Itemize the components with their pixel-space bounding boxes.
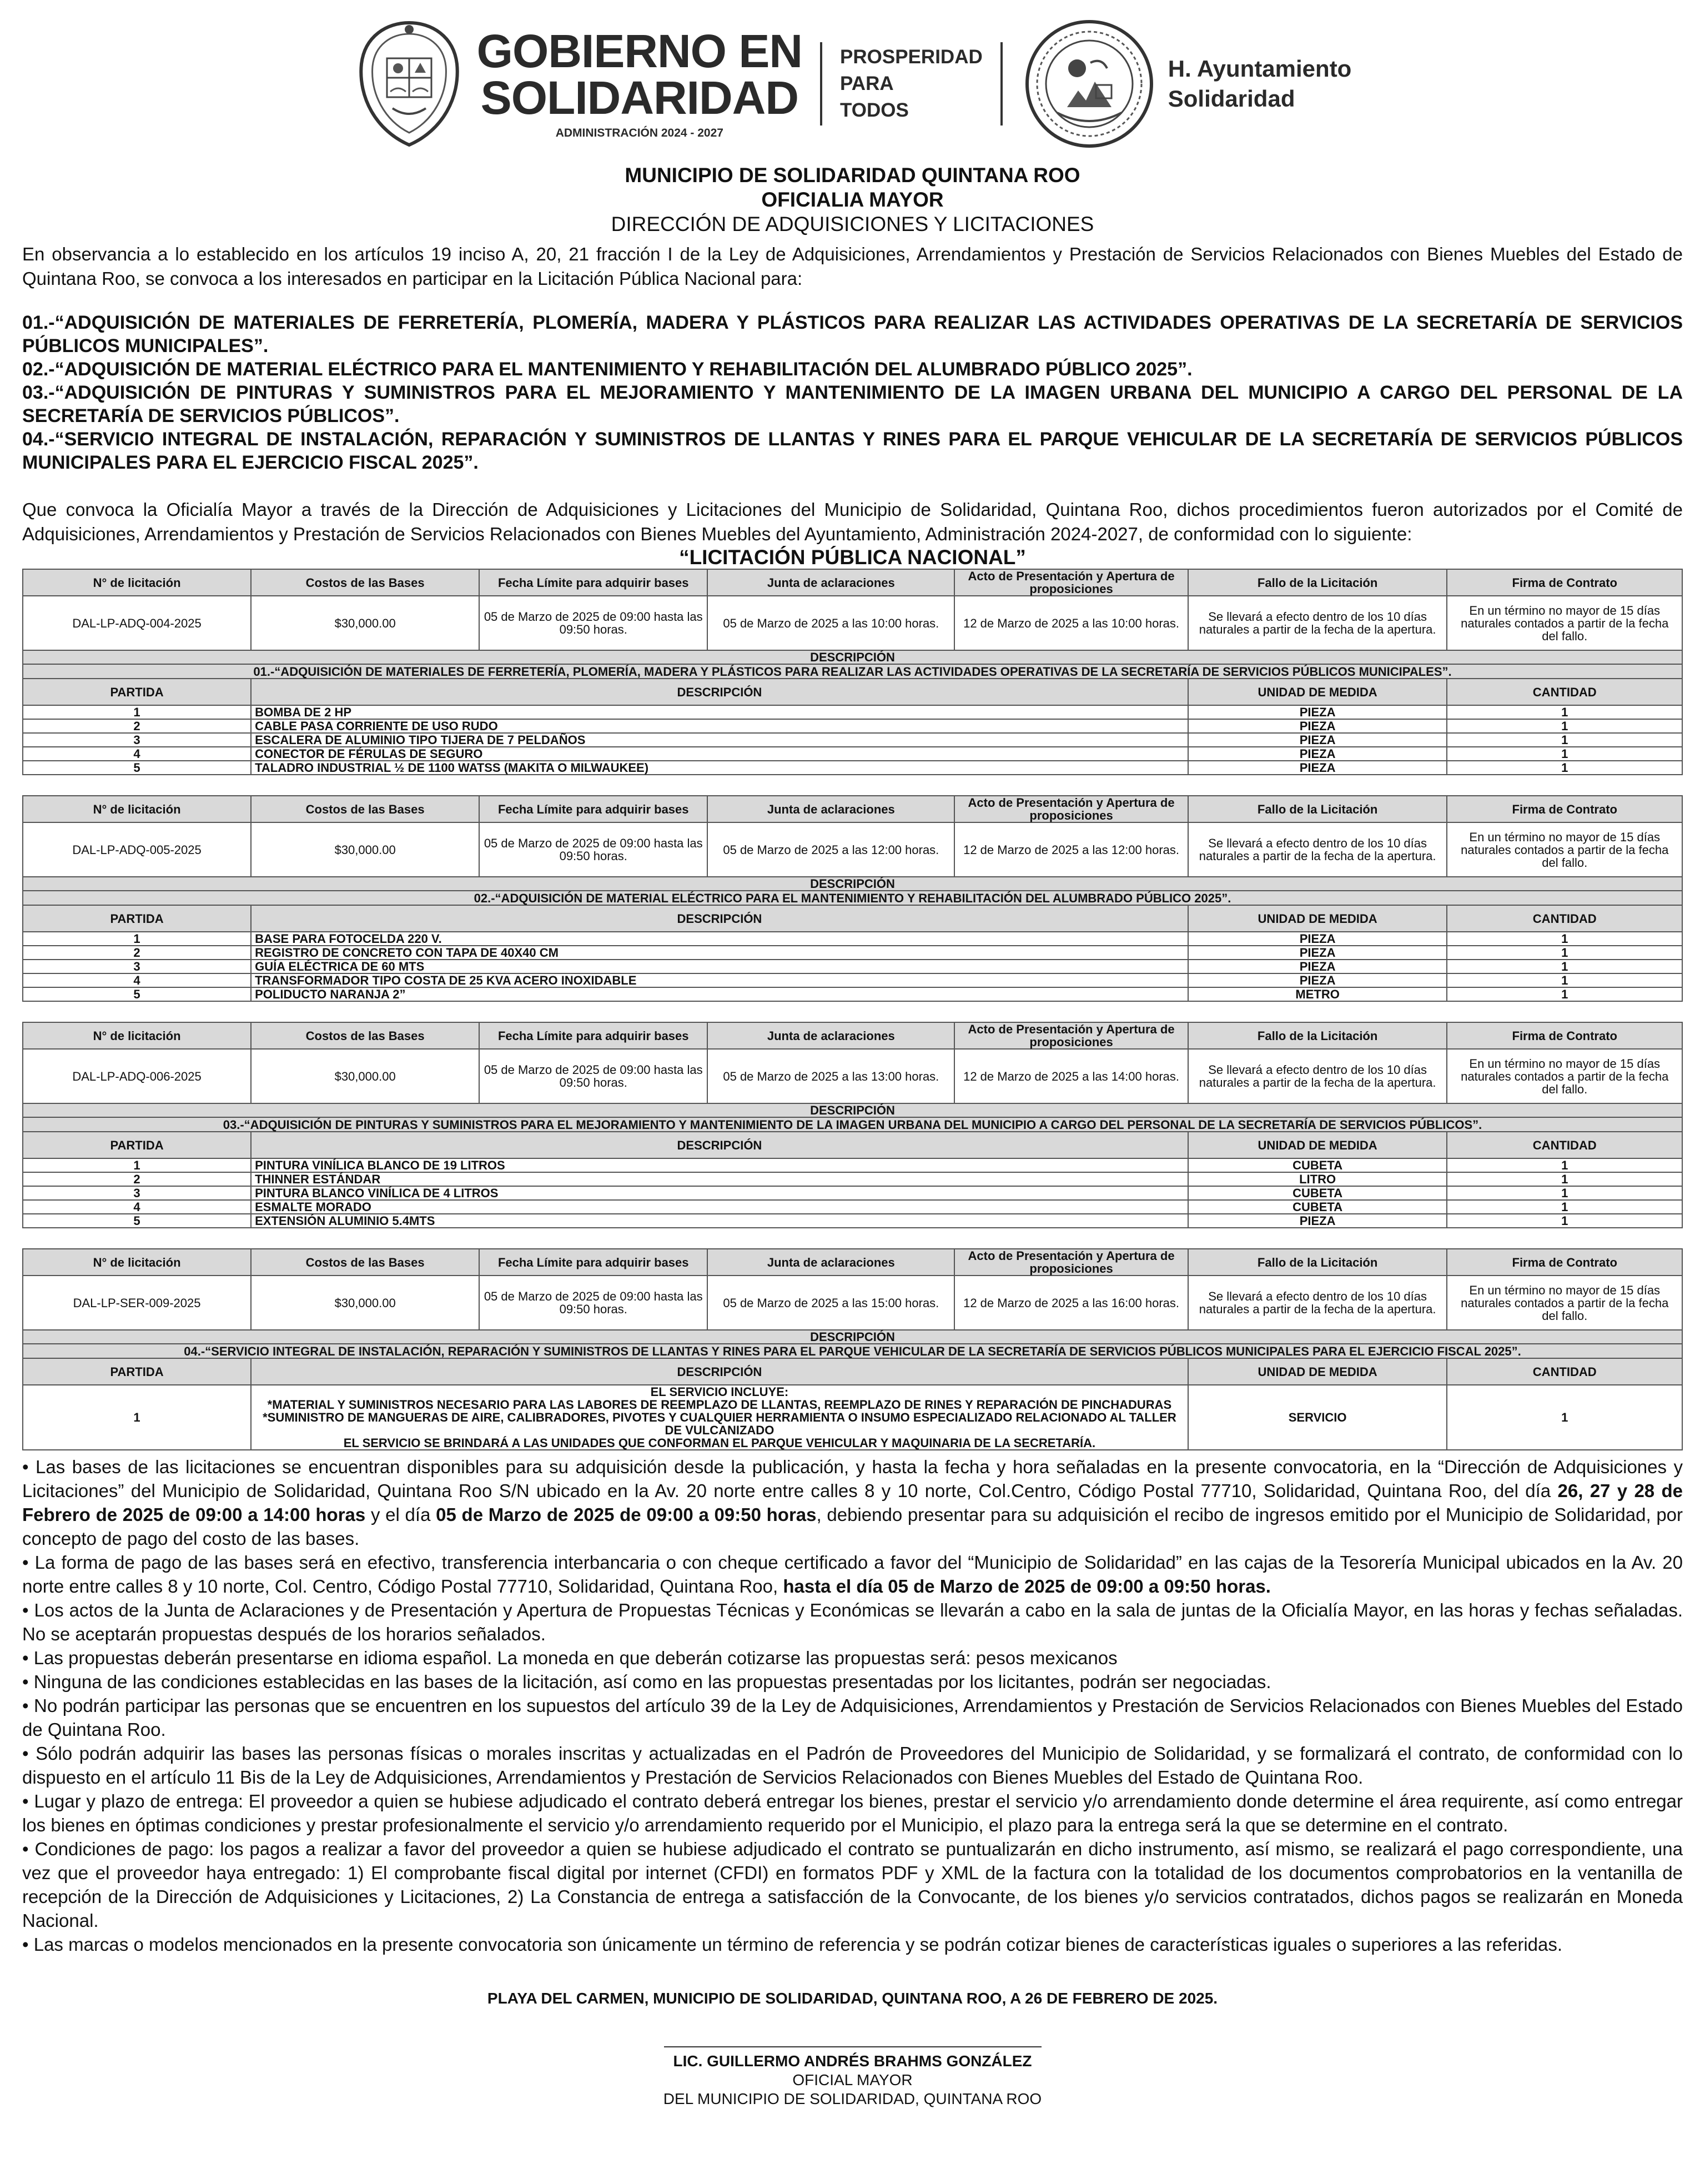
item-cantidad: 1: [1447, 1158, 1682, 1172]
bid-limit: 05 de Marzo de 2025 de 09:00 hasta las 09:50 horas.: [479, 1276, 707, 1330]
header-partida: PARTIDA: [23, 905, 251, 932]
header-descripcion: DESCRIPCIÓN: [251, 1358, 1188, 1385]
intro-paragraph: En observancia a lo establecido en los artículos 19 inciso A, 20, 21 fracción I de la Ley de Adquisiciones, Arrendamientos y Prestación de Servicios Relacionados con Bienes Muebles del Estado de Quintana Roo, se convoca a los interesados en participar en la Licitación Pública Nacional para:: [22, 244, 1683, 289]
header-num: N° de licitación: [23, 796, 251, 822]
item-cantidad: 1: [1447, 1186, 1682, 1200]
header-fallo: Fallo de la Licitación: [1188, 1022, 1447, 1049]
description-header: DESCRIPCIÓN: [23, 877, 1682, 891]
bid-cost: $30,000.00: [251, 822, 479, 877]
item-desc: REGISTRO DE CONCRETO CON TAPA DE 40X40 CM: [251, 946, 1188, 960]
service-line: *SUMINISTRO DE MANGUERAS DE AIRE, CALIBRADORES, PIVOTES Y CUALQUIER HERRAMIENTA O INSUMO ESPECIALIZADO RELACIONADO AL TALLER DE VULCANIZADO: [263, 1410, 1176, 1437]
service-line: EL SERVICIO INCLUYE:: [650, 1385, 789, 1399]
item-cantidad: 1: [1447, 946, 1682, 960]
item-cantidad: 1: [1447, 1385, 1682, 1450]
header-firma: Firma de Contrato: [1447, 1249, 1682, 1276]
item-unidad: PIEZA: [1188, 1214, 1447, 1228]
table-row: [23, 1186, 1682, 1200]
condition-bold-dates: 05 de Marzo de 2025 de 09:00 a 09:50 horas: [436, 1504, 817, 1525]
bid-table-2: [22, 795, 1683, 1002]
item-desc: TALADRO INDUSTRIAL ½ DE 1100 WATSS (MAKITA O MILWAUKEE): [251, 761, 1188, 775]
item-desc: BASE PARA FOTOCELDA 220 V.: [251, 932, 1188, 946]
signature-block: [22, 1990, 1683, 2108]
header-num: N° de licitación: [23, 1022, 251, 1049]
convoca-paragraph: Que convoca la Oficialía Mayor a través de la Dirección de Adquisiciones y Licitaciones del Municipio de Solidaridad, Quintana Roo, dichos procedimientos fueron autorizados por el Comité de Adquisiciones, Arrendamientos y Prestación de Servicios Relacionados con Bienes Muebles del Ayuntamiento, Administración 2024-2027, de conformidad con lo siguiente:: [22, 499, 1683, 544]
item-desc: ESCALERA DE ALUMINIO TIPO TIJERA DE 7 PELDAÑOS: [251, 733, 1188, 747]
bid-fallo: Se llevará a efecto dentro de los 10 días naturales a partir de la fecha de la apertura.: [1188, 1276, 1447, 1330]
header-junta: Junta de aclaraciones: [707, 1249, 954, 1276]
condition-text: , debiendo presentar para su adquisición el recibo de ingresos emitido por el Municipio de Solidaridad, por concepto de pago del costo de las bases.: [22, 1504, 1683, 1549]
tender-object: 02.-“ADQUISICIÓN DE MATERIAL ELÉCTRICO PARA EL MANTENIMIENTO Y REHABILITACIÓN DEL ALUMBRADO PÚBLICO 2025”.: [22, 359, 1193, 380]
condition-item: • Los actos de la Junta de Aclaraciones y de Presentación y Apertura de Propuestas Técnicas y Económicas se llevarán a cabo en la sala de juntas de la Oficialía Mayor, en las horas y fechas señaladas. No se aceptarán propuestas después de los horarios señalados.: [22, 1600, 1683, 1644]
bid-title: 01.-“ADQUISICIÓN DE MATERIALES DE FERRETERÍA, PLOMERÍA, MADERA Y PLÁSTICOS PARA REALIZAR LAS ACTIVIDADES OPERATIVAS DE LA SECRETARÍA DE SERVICIOS PÚBLICOS MUNICIPALES”.: [23, 664, 1682, 679]
header-cantidad: CANTIDAD: [1447, 905, 1682, 932]
ayuntamiento-line-1: H. Ayuntamiento: [1168, 56, 1352, 82]
item-partida: 4: [23, 747, 251, 761]
item-desc: ESMALTE MORADO: [251, 1200, 1188, 1214]
item-cantidad: 1: [1447, 761, 1682, 775]
header-junta: Junta de aclaraciones: [707, 569, 954, 596]
administration-label: ADMINISTRACIÓN 2024 - 2027: [555, 127, 723, 139]
slogan: [840, 44, 983, 124]
bid-fallo: Se llevará a efecto dentro de los 10 días naturales a partir de la fecha de la apertura.: [1188, 596, 1447, 650]
table-row: [23, 973, 1682, 987]
bid-limit: 05 de Marzo de 2025 de 09:00 hasta las 09:50 horas.: [479, 596, 707, 650]
table-row: [23, 733, 1682, 747]
item-unidad: PIEZA: [1188, 747, 1447, 761]
table-row: [23, 932, 1682, 946]
item-desc: GUÍA ELÉCTRICA DE 60 MTS: [251, 960, 1188, 973]
signer-name: LIC. GUILLERMO ANDRÉS BRAHMS GONZÁLEZ: [673, 2052, 1032, 2070]
item-unidad: CUBETA: [1188, 1200, 1447, 1214]
description-header: DESCRIPCIÓN: [23, 1330, 1682, 1344]
bid-acto: 12 de Marzo de 2025 a las 14:00 horas.: [954, 1049, 1188, 1103]
bid-firma: En un término no mayor de 15 días naturales contados a partir de la fecha del fallo.: [1447, 1276, 1682, 1330]
header-partida: PARTIDA: [23, 1132, 251, 1158]
bid-firma: En un término no mayor de 15 días naturales contados a partir de la fecha del fallo.: [1447, 1049, 1682, 1103]
item-cantidad: 1: [1447, 1214, 1682, 1228]
bid-junta: 05 de Marzo de 2025 a las 15:00 horas.: [707, 1276, 954, 1330]
bid-junta: 05 de Marzo de 2025 a las 10:00 horas.: [707, 596, 954, 650]
table-row: [23, 1385, 1682, 1450]
service-line: *MATERIAL Y SUMINISTROS NECESARIO PARA LAS LABORES DE REEMPLAZO DE LLANTAS, REEMPLAZO DE RINES Y REPARACIÓN DE PINCHADURAS: [267, 1398, 1172, 1412]
condition-item: • Sólo podrán adquirir las bases las personas físicas o morales inscritas y actualizadas en el Padrón de Proveedores del Municipio de Solidaridad, y se formalizará el contrato, de conformidad con lo dispuesto en el artículo 11 Bis de la Ley de Adquisiciones, Arrendamientos y Prestación de Servicios Relacionados con Bienes Muebles del Estado de Quintana Roo.: [22, 1743, 1683, 1788]
slogan-line-2: PARA: [840, 73, 894, 94]
header-acto: Acto de Presentación y Apertura de proposiciones: [954, 796, 1188, 822]
item-cantidad: 1: [1447, 932, 1682, 946]
ayuntamiento-line-2: Solidaridad: [1168, 86, 1295, 112]
item-unidad: SERVICIO: [1188, 1385, 1447, 1450]
item-cantidad: 1: [1447, 987, 1682, 1001]
condition-item: • Condiciones de pago: los pagos a realizar a favor del proveedor a quien se hubiese adjudicado el contrato se puntualizarán en dicho instrumento, así mismo, se realizará el pago correspondiente, una vez que el proveedor haya entregado: 1) El comprobante fiscal digital por internet (CFDI) en formatos PDF y XML de la factura con la totalidad de los documentos comprobatorios en la ventanilla de recepción de la Dirección de Adquisiciones y Licitaciones, 2) La Constancia de entrega a satisfacción de la Convocante, de los bienes y/o servicios contratados, dichos pagos se realizarán en Moneda Nacional.: [22, 1839, 1683, 1931]
header-partida: PARTIDA: [23, 679, 251, 705]
description-header: DESCRIPCIÓN: [23, 650, 1682, 664]
condition-item: • Lugar y plazo de entrega: El proveedor a quien se hubiese adjudicado el contrato deberá entregar los bienes, prestar el servicio y/o arrendamiento donde determine el área requirente, así como entregar los bienes en óptimas condiciones y prestar profesionalmente el servicio y/o arrendamiento requerido por el Municipio, el plazo para la entrega será la que se determine en el contrato.: [22, 1791, 1683, 1835]
header-acto: Acto de Presentación y Apertura de proposiciones: [954, 569, 1188, 596]
bid-cost: $30,000.00: [251, 1049, 479, 1103]
bid-limit: 05 de Marzo de 2025 de 09:00 hasta las 09:50 horas.: [479, 822, 707, 877]
item-cantidad: 1: [1447, 1172, 1682, 1186]
header: [22, 11, 1683, 157]
condition-item: • Las marcas o modelos mencionados en la presente convocatoria son únicamente un término de referencia y se podrán cotizar bienes de características iguales o superiores a las referidas.: [22, 1934, 1563, 1955]
header-divider: [820, 42, 822, 125]
bid-table-4: [22, 1248, 1683, 1450]
item-partida: 2: [23, 1172, 251, 1186]
tender-object: 01.-“ADQUISICIÓN DE MATERIALES DE FERRETERÍA, PLOMERÍA, MADERA Y PLÁSTICOS PARA REALIZAR LAS ACTIVIDADES OPERATIVAS DE LA SECRETARÍA DE SERVICIOS PÚBLICOS MUNICIPALES”.: [22, 312, 1683, 357]
condition-item: • Ninguna de las condiciones establecidas en las bases de la licitación, así como en las propuestas presentadas por los licitantes, podrán ser negociadas.: [22, 1671, 1271, 1692]
bid-title: 03.-“ADQUISICIÓN DE PINTURAS Y SUMINISTROS PARA EL MEJORAMIENTO Y MANTENIMIENTO DE LA IMAGEN URBANA DEL MUNICIPIO A CARGO DEL PERSONAL DE LA SECRETARÍA DE SERVICIOS PÚBLICOS”.: [23, 1117, 1682, 1132]
header-descripcion: DESCRIPCIÓN: [251, 905, 1188, 932]
header-cost: Costos de las Bases: [251, 1249, 479, 1276]
bid-number: DAL-LP-ADQ-004-2025: [23, 596, 251, 650]
condition-bold-dates: 26, 27 y 28 de Febrero de 2025 de 09:00 a 14:00 horas: [22, 1480, 1683, 1525]
table-row: [23, 946, 1682, 960]
header-cantidad: CANTIDAD: [1447, 1358, 1682, 1385]
item-partida: 2: [23, 946, 251, 960]
brand-line-1: GOBIERNO EN: [476, 25, 803, 77]
item-partida: 5: [23, 761, 251, 775]
item-partida: 3: [23, 733, 251, 747]
table-row: [23, 987, 1682, 1001]
ayuntamiento-name: [1168, 54, 1352, 114]
header-divider-2: [1000, 42, 1003, 125]
header-limit: Fecha Límite para adquirir bases: [479, 796, 707, 822]
header-unidad: UNIDAD DE MEDIDA: [1188, 1358, 1447, 1385]
bid-acto: 12 de Marzo de 2025 a las 12:00 horas.: [954, 822, 1188, 877]
item-partida: 5: [23, 1214, 251, 1228]
table-row: [23, 761, 1682, 775]
bid-fallo: Se llevará a efecto dentro de los 10 días naturales a partir de la fecha de la apertura.: [1188, 822, 1447, 877]
item-partida: 3: [23, 960, 251, 973]
bid-cost: $30,000.00: [251, 1276, 479, 1330]
heading-municipio: MUNICIPIO DE SOLIDARIDAD QUINTANA ROO: [625, 164, 1080, 187]
bid-number: DAL-LP-ADQ-006-2025: [23, 1049, 251, 1103]
item-cantidad: 1: [1447, 705, 1682, 719]
tender-object: 04.-“SERVICIO INTEGRAL DE INSTALACIÓN, REPARACIÓN Y SUMINISTROS DE LLANTAS Y RINES PARA EL PARQUE VEHICULAR DE LA SECRETARÍA DE SERVICIOS PÚBLICOS MUNICIPALES PARA EL EJERCICIO FISCAL 2025”.: [22, 429, 1683, 473]
bid-junta: 05 de Marzo de 2025 a las 13:00 horas.: [707, 1049, 954, 1103]
document-headings: [22, 163, 1683, 237]
header-num: N° de licitación: [23, 569, 251, 596]
item-partida: 3: [23, 1186, 251, 1200]
item-unidad: PIEZA: [1188, 946, 1447, 960]
service-line: EL SERVICIO SE BRINDARÁ A LAS UNIDADES QUE CONFORMAN EL PARQUE VEHICULAR Y MAQUINARIA DE LA SECRETARÍA.: [343, 1436, 1096, 1450]
header-junta: Junta de aclaraciones: [707, 1022, 954, 1049]
signature-line: [664, 2046, 1042, 2047]
item-cantidad: 1: [1447, 747, 1682, 761]
bid-title: 02.-“ADQUISICIÓN DE MATERIAL ELÉCTRICO PARA EL MANTENIMIENTO Y REHABILITACIÓN DEL ALUMBRADO PÚBLICO 2025”.: [23, 891, 1682, 905]
heading-direccion: DIRECCIÓN DE ADQUISICIONES Y LICITACIONES: [611, 213, 1094, 235]
brand-line-2: SOLIDARIDAD: [480, 72, 798, 124]
item-partida: 2: [23, 719, 251, 733]
item-unidad: PIEZA: [1188, 733, 1447, 747]
header-partida: PARTIDA: [23, 1358, 251, 1385]
item-unidad: LITRO: [1188, 1172, 1447, 1186]
service-description: [251, 1385, 1188, 1450]
header-cantidad: CANTIDAD: [1447, 679, 1682, 705]
slogan-line-1: PROSPERIDAD: [840, 46, 983, 68]
conditions-list: [22, 1455, 1683, 1956]
item-partida: 1: [23, 1158, 251, 1172]
header-num: N° de licitación: [23, 1249, 251, 1276]
header-cantidad: CANTIDAD: [1447, 1132, 1682, 1158]
item-unidad: PIEZA: [1188, 761, 1447, 775]
table-row: [23, 705, 1682, 719]
header-fallo: Fallo de la Licitación: [1188, 569, 1447, 596]
item-cantidad: 1: [1447, 1200, 1682, 1214]
header-unidad: UNIDAD DE MEDIDA: [1188, 905, 1447, 932]
header-cost: Costos de las Bases: [251, 569, 479, 596]
lpn-title: “LICITACIÓN PÚBLICA NACIONAL”: [679, 546, 1026, 569]
item-unidad: CUBETA: [1188, 1186, 1447, 1200]
header-limit: Fecha Límite para adquirir bases: [479, 1249, 707, 1276]
item-partida: 4: [23, 1200, 251, 1214]
bid-fallo: Se llevará a efecto dentro de los 10 días naturales a partir de la fecha de la apertura.: [1188, 1049, 1447, 1103]
condition-text: • La forma de pago de las bases será en efectivo, transferencia interbancaria o con cheque certificado a favor del “Municipio de Solidaridad” en las cajas de la Tesorería Municipal ubicados en la Av. 20 norte entre calles 8 y 10 norte, Col. Centro, Código Postal 77710, Solidaridad, Quintana Roo,: [22, 1552, 1683, 1596]
header-firma: Firma de Contrato: [1447, 569, 1682, 596]
bid-number: DAL-LP-ADQ-005-2025: [23, 822, 251, 877]
item-unidad: PIEZA: [1188, 719, 1447, 733]
item-partida: 5: [23, 987, 251, 1001]
item-desc: BOMBA DE 2 HP: [251, 705, 1188, 719]
item-unidad: PIEZA: [1188, 705, 1447, 719]
description-header: DESCRIPCIÓN: [23, 1103, 1682, 1117]
bid-acto: 12 de Marzo de 2025 a las 16:00 horas.: [954, 1276, 1188, 1330]
header-descripcion: DESCRIPCIÓN: [251, 1132, 1188, 1158]
item-desc: TRANSFORMADOR TIPO COSTA DE 25 KVA ACERO INOXIDABLE: [251, 973, 1188, 987]
header-acto: Acto de Presentación y Apertura de proposiciones: [954, 1022, 1188, 1049]
coat-of-arms-logo: [354, 19, 465, 148]
table-row: [23, 1200, 1682, 1214]
tender-objects-list: [22, 311, 1683, 474]
item-partida: 4: [23, 973, 251, 987]
heading-oficialia: OFICIALIA MAYOR: [761, 188, 944, 211]
table-row: [23, 1172, 1682, 1186]
item-partida: 1: [23, 705, 251, 719]
condition-item: [22, 1550, 1683, 1598]
item-cantidad: 1: [1447, 973, 1682, 987]
header-limit: Fecha Límite para adquirir bases: [479, 1022, 707, 1049]
item-desc: EXTENSIÓN ALUMINIO 5.4MTS: [251, 1214, 1188, 1228]
item-partida: 1: [23, 932, 251, 946]
header-cost: Costos de las Bases: [251, 796, 479, 822]
item-unidad: PIEZA: [1188, 973, 1447, 987]
slogan-line-3: TODOS: [840, 99, 909, 121]
header-junta: Junta de aclaraciones: [707, 796, 954, 822]
header-limit: Fecha Límite para adquirir bases: [479, 569, 707, 596]
place-date: PLAYA DEL CARMEN, MUNICIPIO DE SOLIDARIDAD, QUINTANA ROO, A 26 DE FEBRERO DE 2025.: [487, 1990, 1218, 2007]
condition-text: y el día: [365, 1504, 436, 1525]
item-desc: POLIDUCTO NARANJA 2”: [251, 987, 1188, 1001]
condition-bold-deadline: hasta el día 05 de Marzo de 2025 de 09:00 a 09:50 horas.: [783, 1576, 1271, 1596]
condition-item: [22, 1455, 1683, 1550]
table-row: [23, 719, 1682, 733]
bid-firma: En un término no mayor de 15 días naturales contados a partir de la fecha del fallo.: [1447, 822, 1682, 877]
condition-item: • No podrán participar las personas que se encuentren en los supuestos del artículo 39 de la Ley de Adquisiciones, Arrendamientos y Prestación de Servicios Relacionados con Bienes Muebles del Estado de Quintana Roo.: [22, 1695, 1683, 1740]
item-cantidad: 1: [1447, 960, 1682, 973]
item-partida: 1: [23, 1385, 251, 1450]
header-descripcion: DESCRIPCIÓN: [251, 679, 1188, 705]
item-unidad: CUBETA: [1188, 1158, 1447, 1172]
header-acto: Acto de Presentación y Apertura de proposiciones: [954, 1249, 1188, 1276]
bid-cost: $30,000.00: [251, 596, 479, 650]
header-fallo: Fallo de la Licitación: [1188, 796, 1447, 822]
header-unidad: UNIDAD DE MEDIDA: [1188, 679, 1447, 705]
signer-role-2: DEL MUNICIPIO DE SOLIDARIDAD, QUINTANA ROO: [663, 2090, 1042, 2107]
item-cantidad: 1: [1447, 719, 1682, 733]
bid-firma: En un término no mayor de 15 días naturales contados a partir de la fecha del fallo.: [1447, 596, 1682, 650]
item-desc: THINNER ESTÁNDAR: [251, 1172, 1188, 1186]
item-cantidad: 1: [1447, 733, 1682, 747]
item-unidad: PIEZA: [1188, 960, 1447, 973]
header-firma: Firma de Contrato: [1447, 1022, 1682, 1049]
item-unidad: METRO: [1188, 987, 1447, 1001]
condition-text: • Las bases de las licitaciones se encuentran disponibles para su adquisición desde la publicación, y hasta la fecha y hora señaladas en la presente convocatoria, en la “Dirección de Adquisiciones y Licitaciones” del Municipio de Solidaridad, Quintana Roo S/N ubicado en la Av. 20 norte entre calles 8 y 10 norte, Col.Centro, Código Postal 77710, Solidaridad, Quintana Roo, del día: [22, 1457, 1683, 1501]
header-unidad: UNIDAD DE MEDIDA: [1188, 1132, 1447, 1158]
bid-title: 04.-“SERVICIO INTEGRAL DE INSTALACIÓN, REPARACIÓN Y SUMINISTROS DE LLANTAS Y RINES PARA EL PARQUE VEHICULAR DE LA SECRETARÍA DE SERVICIOS PÚBLICOS MUNICIPALES PARA EL EJERCICIO FISCAL 2025”.: [23, 1344, 1682, 1358]
signer-role: OFICIAL MAYOR: [792, 2071, 913, 2088]
item-desc: PINTURA BLANCO VINÍLICA DE 4 LITROS: [251, 1186, 1188, 1200]
bid-table-1: [22, 569, 1683, 775]
tender-object: 03.-“ADQUISICIÓN DE PINTURAS Y SUMINISTROS PARA EL MEJORAMIENTO Y MANTENIMIENTO DE LA IMAGEN URBANA DEL MUNICIPIO A CARGO DEL PERSONAL DE LA SECRETARÍA DE SERVICIOS PÚBLICOS”.: [22, 382, 1683, 426]
item-desc: CONECTOR DE FÉRULAS DE SEGURO: [251, 747, 1188, 761]
table-row: [23, 1214, 1682, 1228]
table-row: [23, 960, 1682, 973]
table-row: [23, 747, 1682, 761]
item-desc: PINTURA VINÍLICA BLANCO DE 19 LITROS: [251, 1158, 1188, 1172]
item-unidad: PIEZA: [1188, 932, 1447, 946]
header-firma: Firma de Contrato: [1447, 796, 1682, 822]
bid-acto: 12 de Marzo de 2025 a las 10:00 horas.: [954, 596, 1188, 650]
bid-table-3: [22, 1022, 1683, 1228]
ayuntamiento-emblem-logo: [1024, 18, 1155, 149]
header-fallo: Fallo de la Licitación: [1188, 1249, 1447, 1276]
bid-junta: 05 de Marzo de 2025 a las 12:00 horas.: [707, 822, 954, 877]
header-cost: Costos de las Bases: [251, 1022, 479, 1049]
bid-limit: 05 de Marzo de 2025 de 09:00 hasta las 09:50 horas.: [479, 1049, 707, 1103]
item-desc: CABLE PASA CORRIENTE DE USO RUDO: [251, 719, 1188, 733]
table-row: [23, 1158, 1682, 1172]
bid-number: DAL-LP-SER-009-2025: [23, 1276, 251, 1330]
condition-item: • Las propuestas deberán presentarse en idioma español. La moneda en que deberán cotizarse las propuestas será: pesos mexicanos: [22, 1648, 1118, 1668]
brand-block: [476, 25, 803, 140]
